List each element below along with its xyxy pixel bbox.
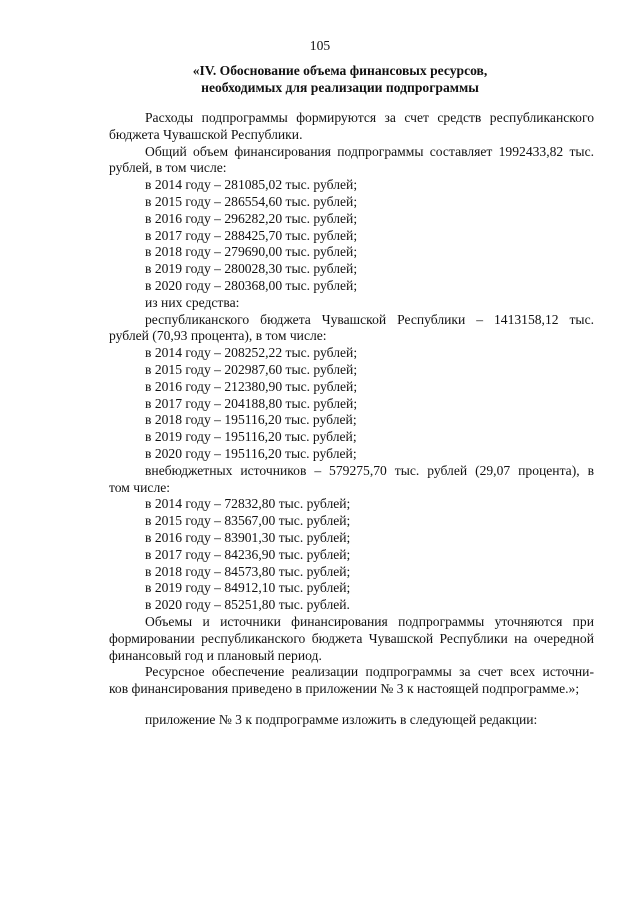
text-line: в 2015 году – 202987,60 тыс. рублей; xyxy=(145,361,358,377)
text-line: в 2014 году – 72832,80 тыс. рублей; xyxy=(145,496,351,512)
text-line: в 2020 году – 280368,00 тыс. рублей; xyxy=(145,277,358,293)
final-instruction-line: приложение № 3 к подпрограмме изложить в следующей редакции: xyxy=(145,711,538,727)
text-line: Ресурсное обеспечение реализации подпрограммы за счет всех источни- xyxy=(145,664,594,680)
heading-line-2: необходимых для реализации подпрограммы xyxy=(201,80,479,95)
text-line: в 2019 году – 280028,30 тыс. рублей; xyxy=(145,261,358,277)
document-body xyxy=(109,110,594,729)
text-line: бюджета Чувашской Республики. xyxy=(109,126,303,142)
text-line: в 2019 году – 195116,20 тыс. рублей; xyxy=(145,429,357,445)
text-line: в 2016 году – 296282,20 тыс. рублей; xyxy=(145,210,358,226)
text-line: в 2015 году – 286554,60 тыс. рублей; xyxy=(145,193,358,209)
text-line: в 2014 году – 208252,22 тыс. рублей; xyxy=(145,345,358,361)
text-line: в 2017 году – 288425,70 тыс. рублей; xyxy=(145,227,358,243)
text-line: финансовый год и плановый период. xyxy=(109,647,322,663)
text-line: в 2018 году – 279690,00 тыс. рублей; xyxy=(145,244,358,260)
text-line: в 2017 году – 84236,90 тыс. рублей; xyxy=(145,546,351,562)
text-line: республиканского бюджета Чувашской Республики – 1413158,12 тыс. xyxy=(145,311,594,327)
text-line: в 2016 году – 83901,30 тыс. рублей; xyxy=(145,529,351,545)
text-line: в 2020 году – 85251,80 тыс. рублей. xyxy=(145,597,350,613)
text-line: рублей, в том числе: xyxy=(109,160,227,176)
text-line: ков финансирования приведено в приложении № 3 к настоящей подпрограмме.»; xyxy=(109,681,580,697)
text-line: в 2015 году – 83567,00 тыс. рублей; xyxy=(145,513,351,529)
text-line: в 2018 году – 195116,20 тыс. рублей; xyxy=(145,412,357,428)
text-line: Общий объем финансирования подпрограммы составляет 1992433,82 тыс. xyxy=(145,143,594,159)
section-heading xyxy=(80,62,600,96)
text-line: из них средства: xyxy=(145,294,240,310)
heading-line-1: «IV. Обоснование объема финансовых ресурсов, xyxy=(192,63,488,78)
text-line: в 2020 году – 195116,20 тыс. рублей; xyxy=(145,445,357,461)
text-line: Объемы и источники финансирования подпрограммы уточняются при xyxy=(145,613,594,629)
text-line: Расходы подпрограммы формируются за счет средств республиканского xyxy=(145,110,594,125)
text-line: том числе: xyxy=(109,479,171,495)
text-line: внебюджетных источников – 579275,70 тыс. рублей (29,07 процента), в xyxy=(145,462,594,478)
text-line: в 2014 году – 281085,02 тыс. рублей; xyxy=(145,177,358,193)
page-number: 105 xyxy=(309,38,331,53)
text-line: рублей (70,93 процента), в том числе: xyxy=(109,328,327,344)
text-line: формировании республиканского бюджета Чувашской Республики на очередной xyxy=(109,630,594,646)
text-line: в 2019 году – 84912,10 тыс. рублей; xyxy=(145,580,351,596)
text-line: в 2016 году – 212380,90 тыс. рублей; xyxy=(145,378,358,394)
text-line: в 2017 году – 204188,80 тыс. рублей; xyxy=(145,395,358,411)
text-line: в 2018 году – 84573,80 тыс. рублей; xyxy=(145,563,351,579)
paragraph-gap xyxy=(109,698,594,712)
